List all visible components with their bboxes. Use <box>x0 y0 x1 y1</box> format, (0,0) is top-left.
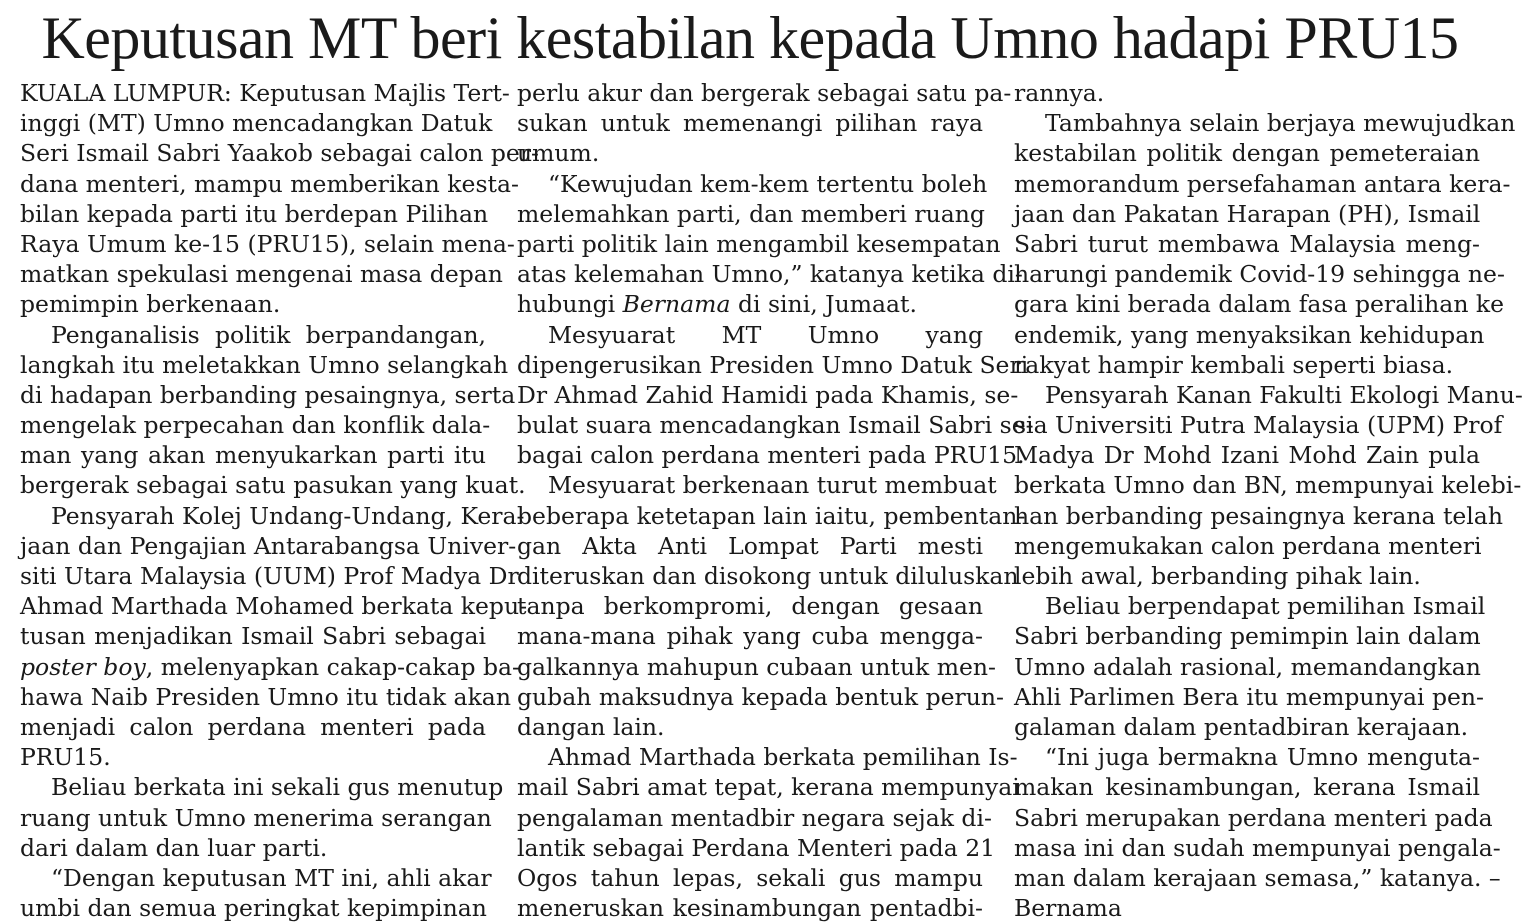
article-text-line: dangan lain. <box>517 712 665 741</box>
article-text-line: tanpa berkompromi, dengan gesaan <box>517 592 983 621</box>
text-run: , melenyapkan cakap-cakap ba- <box>145 652 520 681</box>
article-text-line: ruang untuk Umno menerima serangan <box>20 803 492 832</box>
article-text-line: lantik sebagai Perdana Menteri pada 21 <box>517 833 996 862</box>
article-text-line: siti Utara Malaysia (UUM) Prof Madya Dr <box>20 562 519 590</box>
article-text-line: tusan menjadikan Ismail Sabri sebagai <box>20 622 486 651</box>
article-text-line: sukan untuk memenangi pilihan raya <box>517 109 983 138</box>
article-text-line: Ahmad Marthada berkata pemilihan Is- <box>548 743 1018 772</box>
article-column-1 <box>20 78 539 923</box>
article-text-line: Sabri berbanding pemimpin lain dalam <box>1014 622 1481 651</box>
article-text-line: Dr Ahmad Zahid Hamidi pada Khamis, se- <box>517 380 1019 409</box>
article-text-line: man dalam kerajaan semasa,” katanya. – <box>1014 863 1501 892</box>
article-text-line: galkannya mahupun cubaan untuk men- <box>517 652 996 681</box>
article-text-line: melemahkan parti, dan memberi ruang <box>517 199 985 228</box>
article-text-line: Seri Ismail Sabri Yaakob sebagai calon per- <box>20 139 539 168</box>
article-text-line: Tambahnya selain berjaya mewujudkan <box>1045 109 1516 138</box>
article-text-line: gubah maksudnya kepada bentuk perun- <box>517 682 1004 711</box>
article-text-line: bulat suara mencadangkan Ismail Sabri se- <box>517 411 1034 440</box>
article-text-line: galaman dalam pentadbiran kerajaan. <box>1014 712 1469 741</box>
article-text-line: jaan dan Pakatan Harapan (PH), Ismail <box>1014 199 1481 228</box>
article-text-line: rannya. <box>1014 79 1105 107</box>
article-text-line: mengelak perpecahan dan konflik dala- <box>20 411 491 440</box>
article-text-line: diteruskan dan disokong untuk diluluskan <box>517 562 1019 590</box>
article-text-line: rakyat hampir kembali seperti biasa. <box>1014 350 1454 379</box>
article-text-line: pemimpin berkenaan. <box>20 290 281 319</box>
article-text-line: kestabilan politik dengan pemeteraian <box>1014 139 1480 168</box>
article-text-line: han berbanding pesaingnya kerana telah <box>1014 501 1503 530</box>
article-text-line: Sabri merupakan perdana menteri pada <box>1014 803 1493 832</box>
article-text-line: jaan dan Pengajian Antarabangsa Univer- <box>20 531 517 560</box>
article-text-line: matkan spekulasi mengenai masa depan <box>20 260 503 289</box>
article-text-line: dipengerusikan Presiden Umno Datuk Seri <box>517 350 1029 379</box>
article-text-line: inggi (MT) Umno mencadangkan Datuk <box>20 109 493 138</box>
article-text-line: KUALA LUMPUR: Keputusan Majlis Tert- <box>20 79 510 107</box>
article-text-line: bergerak sebagai satu pasukan yang kuat. <box>20 471 526 500</box>
article-text-line <box>517 289 983 319</box>
article-text-line: Sabri turut membawa Malaysia meng- <box>1014 229 1480 258</box>
article-text-line: endemik, yang menyaksikan kehidupan <box>1014 320 1485 349</box>
article-text-line: langkah itu meletakkan Umno selangkah <box>20 350 509 379</box>
article-text-line: meneruskan kesinambungan pentadbi- <box>517 894 983 923</box>
article-text-line: “Dengan keputusan MT ini, ahli akar <box>51 863 492 892</box>
article-text-line: perlu akur dan bergerak sebagai satu pa- <box>517 79 1012 107</box>
article-text-line: dana menteri, mampu memberikan kesta- <box>20 169 519 198</box>
article-text-line: mana-mana pihak yang cuba mengga- <box>517 622 983 651</box>
article-text-line: sia Universiti Putra Malaysia (UPM) Prof <box>1014 411 1503 440</box>
article-text-line: memorandum persefahaman antara kera- <box>1014 169 1511 198</box>
article-text-line: Pensyarah Kanan Fakulti Ekologi Manu- <box>1045 380 1523 409</box>
article-text-line: Madya Dr Mohd Izani Mohd Zain pula <box>1014 441 1480 470</box>
article-text-line: Penganalisis politik berpandangan, <box>51 320 486 349</box>
article-text-line: Mesyuarat berkenaan turut membuat <box>548 471 997 500</box>
article-text-line: Pensyarah Kolej Undang-Undang, Kera- <box>51 501 525 530</box>
article-text-line: parti politik lain mengambil kesempatan <box>517 229 1001 258</box>
article-text-line: man yang akan menyukarkan parti itu <box>20 441 486 470</box>
article-text-line: di hadapan berbanding pesaingnya, serta <box>20 380 516 409</box>
article-text-line: Raya Umum ke-15 (PRU15), selain mena- <box>20 229 515 258</box>
article-text-line: umum. <box>517 139 600 168</box>
italic-text-run: poster boy <box>20 652 146 681</box>
article-headline: Keputusan MT beri kestabilan kepada Umno hadapi PRU15 <box>41 5 1459 71</box>
article-text-line: lebih awal, berbanding pihak lain. <box>1014 562 1421 590</box>
article-text-line: Umno adalah rasional, memandangkan <box>1014 652 1481 681</box>
article-column-2 <box>517 78 1034 923</box>
article-text-line: Ahli Parlimen Bera itu mempunyai pen- <box>1014 682 1484 711</box>
article-text-line: Ahmad Marthada Mohamed berkata kepu- <box>20 592 528 621</box>
article-text-line: pengalaman mentadbir negara sejak di- <box>517 803 992 832</box>
article-text-line: Beliau berkata ini sekali gus menutup <box>51 773 504 802</box>
text-run: hubungi <box>517 290 623 319</box>
article-text-line: berkata Umno dan BN, mempunyai kelebi- <box>1014 471 1522 500</box>
article-text-line: umbi dan semua peringkat kepimpinan <box>20 894 487 923</box>
article-text-line: “Kewujudan kem-kem tertentu boleh <box>548 169 988 198</box>
article-text-line: mengemukakan calon perdana menteri <box>1014 531 1482 560</box>
article-text-line: Mesyuarat MT Umno yang <box>548 320 983 349</box>
article-text-line: masa ini dan sudah mempunyai pengala- <box>1014 833 1501 862</box>
article-text-line: mail Sabri amat tepat, kerana mempunyai <box>517 773 1020 802</box>
article-text-line: “Ini juga bermakna Umno menguta- <box>1045 743 1480 772</box>
article-text-line: menjadi calon perdana menteri pada <box>20 712 486 741</box>
article-text-line: bilan kepada parti itu berdepan Pilihan <box>20 199 489 228</box>
article-text-line: Ogos tahun lepas, sekali gus mampu <box>517 863 983 892</box>
article-text-line: hawa Naib Presiden Umno itu tidak akan <box>20 682 511 711</box>
text-run: di sini, Jumaat. <box>730 290 917 319</box>
article-text-line: atas kelemahan Umno,” katanya ketika di- <box>517 260 1023 289</box>
article-text-line: beberapa ketetapan lain iaitu, pembentan- <box>517 501 1026 530</box>
article-column-3 <box>1014 78 1523 923</box>
article-text-line: Beliau berpendapat pemilihan Ismail <box>1045 592 1486 621</box>
article-text-line: gara kini berada dalam fasa peralihan ke <box>1014 290 1505 319</box>
article-text-line: bagai calon perdana menteri pada PRU15. <box>517 441 1025 470</box>
article-text-line: gan Akta Anti Lompat Parti mesti <box>517 531 983 560</box>
article-text-line <box>20 652 520 682</box>
article-text-line: makan kesinambungan, kerana Ismail <box>1014 773 1480 802</box>
article-text-line: PRU15. <box>20 743 111 772</box>
article-text-line: Bernama <box>1014 894 1122 923</box>
article-text-line: dari dalam dan luar parti. <box>20 833 328 862</box>
italic-text-run: Bernama <box>622 290 731 319</box>
article-text-line: harungi pandemik Covid-19 sehingga ne- <box>1014 260 1505 289</box>
